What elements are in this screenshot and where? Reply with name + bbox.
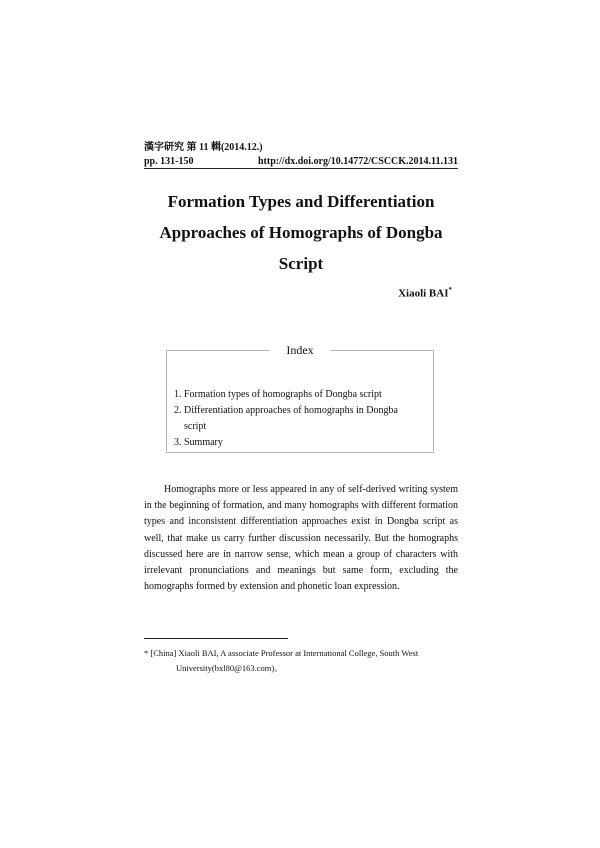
page-range: pp. 131-150 — [144, 156, 194, 167]
index-item-text-cont: script — [184, 421, 207, 432]
index-item-text: 1. Formation types of homographs of Dongba script — [174, 389, 382, 400]
author — [398, 286, 452, 300]
index-title: Index — [286, 343, 314, 357]
index-item — [174, 403, 426, 435]
index-item-text: 3. Summary — [174, 437, 223, 448]
footnote-rule — [144, 638, 288, 639]
title-line-3: Script — [278, 254, 324, 273]
author-footnote-mark[interactable]: * — [448, 286, 452, 294]
header-rule — [144, 168, 458, 169]
title-line-2: Approaches of Homographs of Dongba — [159, 223, 443, 242]
footnote — [144, 646, 458, 676]
journal-header — [144, 141, 458, 169]
paper-title — [144, 186, 458, 279]
body-paragraph: Homographs more or less appeared in any of self-derived writing system in the beginning of formation, and many homographs with different formation types and inconsistent differentiation approaches exist in Dongba script as well, that make us carry further discussion necessarily. But the homographs discussed here are in narrow sense, which mean a group of characters with irrelevant pronunciations and meanings but same form, excluding the homographs formed by extension and phonetic loan expression. — [144, 484, 458, 593]
index-item — [174, 435, 426, 451]
index-item-text: 2. Differentiation approaches of homographs in Dongba — [174, 405, 398, 416]
index-box — [166, 343, 434, 453]
journal-name: 漢字研究 第 11 輯(2014.12.) — [144, 142, 263, 153]
footnote-line: University(bxl80@163.com)。 — [176, 663, 283, 673]
index-list — [174, 387, 426, 451]
doi-link[interactable]: http://dx.doi.org/10.14772/CSCCK.2014.11.131 — [257, 156, 458, 167]
author-name: Xiaoli BAI — [398, 287, 449, 300]
index-item — [174, 387, 426, 403]
footnote-line: * [China] Xiaoli BAI, A associate Professor at International College, South West — [144, 648, 419, 658]
title-line-1: Formation Types and Differentiation — [167, 192, 435, 211]
